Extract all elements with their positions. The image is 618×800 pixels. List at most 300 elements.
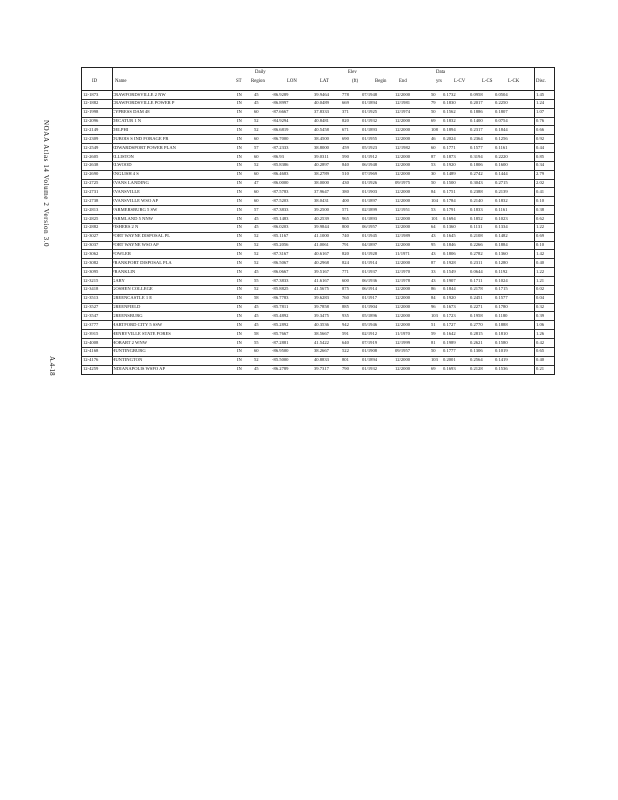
cell-yrs: 50 (431, 348, 436, 354)
cell-end: 12/2000 (395, 171, 411, 177)
cell-region: 58 (254, 330, 259, 336)
cell-id: 12-4259 (83, 366, 99, 372)
cell-begin: 01/1894 (362, 357, 378, 363)
cell-name: CRAWFORDSVILLE 2 NW (112, 91, 166, 97)
table-row (82, 348, 554, 357)
cell-st: IN (237, 206, 242, 212)
cell-end: 12/1981 (395, 100, 411, 106)
cell-id: 12-2149 (83, 126, 99, 132)
cell-lck: 0.1482 (495, 233, 508, 239)
cell-st: IN (237, 135, 242, 141)
cell-name: FRANKFORT DISPOSAL PLA (112, 259, 172, 265)
cell-elev: 510 (342, 171, 349, 177)
cell-end: 12/2000 (395, 118, 411, 124)
cell-lcv: 0.1830 (443, 100, 456, 106)
cell-lon: -85.1167 (272, 233, 289, 239)
cell-region: 45 (254, 91, 259, 97)
cell-lcv: 0.2024 (443, 135, 456, 141)
cell-begin: 01/1955 (362, 135, 378, 141)
cell-id: 12-2825 (83, 215, 99, 221)
cell-lon: -87.3833 (272, 206, 289, 212)
cell-id: 12-4008 (83, 339, 99, 345)
cell-name: GOSHEN COLLEGE (112, 286, 153, 292)
cell-yrs: 53 (431, 206, 436, 212)
cell-end: 12/2000 (395, 188, 411, 194)
cell-lat: 40.3536 (314, 321, 329, 327)
cell-region: 45 (254, 215, 259, 221)
cell-yrs: 81 (431, 339, 436, 345)
cell-lcv: 0.1693 (443, 366, 456, 372)
cell-begin: 01/1893 (362, 126, 378, 132)
cell-end: 12/1978 (395, 277, 411, 283)
cell-region: 45 (254, 366, 259, 372)
cell-lcs: 0.2140 (470, 197, 483, 203)
cell-end: 12/1989 (395, 233, 411, 239)
cell-st: IN (237, 153, 242, 159)
cell-end: 12/2000 (395, 162, 411, 168)
cell-begin: 02/1899 (362, 206, 378, 212)
cell-begin: 05/1946 (362, 321, 378, 327)
cell-id: 12-4168 (83, 348, 99, 354)
table-header (82, 68, 554, 91)
cell-end: 12/1970 (395, 268, 411, 274)
table-row (82, 321, 554, 330)
cell-id: 12-3513 (83, 295, 99, 301)
cell-region: 52 (254, 242, 259, 248)
cell-lcs: 0.2311 (470, 259, 483, 265)
cell-lcv: 0.1723 (443, 312, 456, 318)
cell-st: IN (237, 188, 242, 194)
cell-lon: -85.1483 (272, 215, 289, 221)
header-begin: Begin (375, 79, 387, 84)
cell-begin: 06/1936 (362, 277, 378, 283)
cell-lcs: 0.1886 (470, 109, 483, 115)
cell-lck: 0.1888 (495, 321, 508, 327)
cell-lat: 38.0000 (314, 180, 329, 186)
cell-disc: 0.04 (536, 295, 545, 301)
cell-name: EVANSVILLE (112, 188, 140, 194)
cell-lck: 0.1580 (495, 339, 508, 345)
cell-begin: 01/1932 (362, 366, 378, 372)
cell-st: IN (237, 295, 242, 301)
cell-name: DELPHI (112, 126, 129, 132)
cell-lat: 40.0489 (314, 100, 329, 106)
cell-lon: -86.7000 (272, 135, 289, 141)
cell-id: 12-3547 (83, 312, 99, 318)
cell-end: 12/2000 (395, 357, 411, 363)
cell-lat: 37.8333 (314, 109, 329, 115)
cell-end: 12/1999 (395, 339, 411, 345)
cell-lon: -86.4683 (272, 171, 289, 177)
header-end: End (399, 79, 407, 84)
cell-lck: 0.1780 (495, 304, 508, 310)
cell-lcs: 0.1131 (470, 224, 483, 230)
cell-disc: 2.02 (536, 180, 545, 186)
cell-lon: -86.2789 (272, 366, 289, 372)
cell-end: 12/2000 (395, 224, 411, 230)
cell-disc: 0.66 (536, 126, 545, 132)
cell-lon: -86.6819 (272, 126, 289, 132)
cell-disc: 1.07 (536, 109, 545, 115)
table-row (82, 109, 554, 118)
cell-yrs: 53 (431, 162, 436, 168)
table-row (82, 366, 554, 374)
cell-id: 12-2096 (83, 118, 99, 124)
cell-end: 12/2000 (395, 135, 411, 141)
cell-lck: 0.1536 (495, 366, 508, 372)
cell-begin: 07/1948 (362, 91, 378, 97)
cell-begin: 01/1904 (362, 304, 378, 310)
cell-st: IN (237, 197, 242, 203)
table-row (82, 153, 554, 162)
cell-id: 12-2813 (83, 206, 99, 212)
cell-lcs: 0.2815 (470, 330, 483, 336)
cell-name: ELLISTON (112, 153, 134, 159)
cell-lck: 0.1161 (495, 206, 508, 212)
table-row (82, 295, 554, 304)
table-row (82, 286, 554, 295)
cell-lck: 0.1577 (495, 295, 508, 301)
table-row (82, 215, 554, 224)
cell-name: CYPRESS DAM 48 (112, 109, 150, 115)
cell-yrs: 101 (431, 215, 438, 221)
table-row (82, 162, 554, 171)
cell-region: 55 (254, 339, 259, 345)
cell-disc: 1.24 (536, 100, 545, 106)
cell-elev: 690 (342, 135, 349, 141)
cell-lcs: 0.1711 (470, 277, 483, 283)
cell-st: IN (237, 366, 242, 372)
cell-elev: 400 (342, 197, 349, 203)
cell-lat: 38.0431 (314, 197, 329, 203)
cell-id: 12-3082 (83, 259, 99, 265)
cell-st: IN (237, 144, 242, 150)
cell-lck: 0.1023 (495, 215, 508, 221)
cell-disc: 1.42 (536, 250, 545, 256)
cell-region: 60 (254, 171, 259, 177)
cell-lon: -85.7667 (272, 330, 289, 336)
cell-lcv: 0.1846 (443, 242, 456, 248)
cell-lat: 39.9464 (314, 91, 329, 97)
cell-st: IN (237, 118, 242, 124)
cell-lat: 39.6283 (314, 295, 329, 301)
cell-begin: 05/1896 (362, 312, 378, 318)
cell-lat: 38.2667 (314, 348, 329, 354)
cell-lcs: 0.2178 (470, 286, 483, 292)
cell-st: IN (237, 304, 242, 310)
cell-lcs: 0.2128 (470, 366, 483, 372)
cell-lck: 0.1192 (495, 268, 508, 274)
cell-lat: 38.8000 (314, 144, 329, 150)
cell-id: 12-3027 (83, 233, 99, 239)
cell-end: 12/2000 (395, 153, 411, 159)
cell-region: 60 (254, 348, 259, 354)
cell-id: 12-2738 (83, 197, 99, 203)
cell-elev: 669 (342, 100, 349, 106)
cell-end: 12/1951 (395, 206, 411, 212)
cell-lat: 39.2500 (314, 206, 329, 212)
cell-lck: 0.1807 (495, 109, 508, 115)
cell-elev: 820 (342, 118, 349, 124)
cell-region: 60 (254, 109, 259, 115)
cell-lat: 39.3475 (314, 312, 329, 318)
cell-yrs: 43 (431, 277, 436, 283)
cell-lcv: 0.1894 (443, 126, 456, 132)
cell-lon: -85.7811 (272, 304, 289, 310)
cell-lck: 0.1180 (495, 312, 508, 318)
cell-lcv: 0.1989 (443, 339, 456, 345)
header-id: ID (92, 79, 98, 84)
cell-lat: 39.7317 (314, 366, 329, 372)
cell-region: 52 (254, 259, 259, 265)
cell-id: 12-4176 (83, 357, 99, 363)
cell-lck: 0.1810 (495, 330, 508, 336)
cell-lcv: 0.1727 (443, 321, 456, 327)
cell-lon: -87.3167 (272, 250, 289, 256)
cell-elev: 778 (342, 91, 349, 97)
table-row (82, 357, 554, 366)
cell-elev: 790 (342, 366, 349, 372)
cell-lcv: 0.1500 (443, 180, 456, 186)
cell-lat: 41.5422 (314, 339, 329, 345)
cell-region: 45 (254, 312, 259, 318)
cell-elev: 591 (342, 330, 349, 336)
cell-id: 12-3062 (83, 250, 99, 256)
cell-end: 12/2000 (395, 321, 411, 327)
header-elev: Elev (348, 70, 357, 75)
cell-yrs: 87 (431, 153, 436, 159)
cell-st: IN (237, 180, 242, 186)
cell-yrs: 46 (431, 135, 436, 141)
cell-yrs: 103 (431, 357, 438, 363)
cell-yrs: 96 (431, 304, 436, 310)
cell-lon: -87.5203 (272, 197, 289, 203)
cell-lcv: 0.1907 (443, 277, 456, 283)
table-row (82, 224, 554, 233)
cell-lck: 0.1444 (495, 171, 508, 177)
cell-disc: 1.21 (536, 277, 545, 283)
cell-st: IN (237, 171, 242, 177)
cell-yrs: 87 (431, 259, 436, 265)
cell-id: 12-2605 (83, 153, 99, 159)
cell-lon: -85.8386 (272, 162, 289, 168)
cell-lon: -86.93 (272, 153, 284, 159)
cell-disc: 0.69 (536, 233, 545, 239)
cell-elev: 371 (342, 109, 349, 115)
cell-id: 12-2549 (83, 144, 99, 150)
table-row (82, 277, 554, 286)
cell-elev: 935 (342, 312, 349, 318)
station-table (81, 67, 555, 375)
cell-lck: 0.1419 (495, 357, 508, 363)
cell-lcv: 0.1920 (443, 295, 456, 301)
cell-lcs: 0.2451 (470, 295, 483, 301)
cell-st: IN (237, 250, 242, 256)
cell-lck: 0.1844 (495, 126, 508, 132)
cell-lck: 0.1360 (495, 250, 508, 256)
cell-lat: 40.8833 (314, 357, 329, 363)
cell-id: 12-3915 (83, 330, 99, 336)
cell-end: 12/2000 (395, 215, 411, 221)
cell-region: 45 (254, 224, 259, 230)
cell-id: 12-3215 (83, 277, 99, 283)
cell-yrs: 95 (431, 242, 436, 248)
cell-lat: 40.2539 (314, 215, 329, 221)
cell-region: 52 (254, 162, 259, 168)
cell-st: IN (237, 268, 242, 274)
cell-id: 12-2690 (83, 171, 99, 177)
cell-region: 45 (254, 268, 259, 274)
cell-name: INDIANAPOLIS WSFO AP (112, 366, 166, 372)
cell-lcv: 0.1694 (443, 215, 456, 221)
cell-lat: 41.1000 (314, 233, 329, 239)
cell-elev: 942 (342, 321, 349, 327)
cell-begin: 04/1897 (362, 242, 378, 248)
cell-lat: 40.2968 (314, 259, 329, 265)
cell-lon: -86.7783 (272, 295, 289, 301)
cell-disc: 0.92 (536, 135, 545, 141)
cell-name: ENGLISH 4 S (112, 171, 139, 177)
cell-lat: 39.0311 (314, 153, 329, 159)
cell-name: FRANKLIN (112, 268, 136, 274)
cell-name: GREENCASTLE 1 E (112, 295, 153, 301)
table-row (82, 171, 554, 180)
cell-begin: 01/1897 (362, 197, 378, 203)
cell-disc: 0.21 (536, 366, 545, 372)
cell-st: IN (237, 339, 242, 345)
cell-name: EVANS LANDING (112, 180, 149, 186)
cell-begin: 01/1912 (362, 153, 378, 159)
cell-disc: 0.10 (536, 242, 545, 248)
cell-lcv: 0.1928 (443, 259, 456, 265)
cell-st: IN (237, 162, 242, 168)
cell-begin: 01/1925 (362, 109, 378, 115)
cell-end: 11/1971 (395, 250, 410, 256)
table-row (82, 197, 554, 206)
cell-lck: 0.1256 (495, 135, 508, 141)
cell-disc: 0.44 (536, 144, 545, 150)
cell-name: HUNTINGTON (112, 357, 143, 363)
cell-id: 12-2882 (83, 224, 99, 230)
cell-lck: 0.0754 (495, 118, 508, 124)
cell-yrs: 33 (431, 268, 436, 274)
cell-disc: 1.26 (536, 330, 545, 336)
cell-st: IN (237, 242, 242, 248)
cell-lat: 41.0061 (314, 242, 329, 248)
cell-elev: 380 (342, 188, 349, 194)
cell-lon: -86.5067 (272, 259, 289, 265)
cell-yrs: 84 (431, 295, 436, 301)
cell-lon: -87.2881 (272, 339, 289, 345)
cell-lat: 41.5675 (314, 286, 329, 292)
cell-disc: 1.06 (536, 321, 545, 327)
cell-elev: 760 (342, 295, 349, 301)
cell-st: IN (237, 348, 242, 354)
table-row (82, 312, 554, 321)
cell-st: IN (237, 312, 242, 318)
cell-lat: 40.2897 (314, 162, 329, 168)
cell-elev: 522 (342, 348, 349, 354)
cell-region: 45 (254, 304, 259, 310)
cell-end: 12/2000 (395, 259, 411, 265)
cell-lcv: 0.1832 (443, 118, 456, 124)
cell-region: 52 (254, 118, 259, 124)
cell-elev: 640 (342, 339, 349, 345)
cell-name: ELWOOD (112, 162, 132, 168)
cell-lon: -85.8825 (272, 286, 289, 292)
cell-lat: 39.7858 (314, 304, 329, 310)
cell-st: IN (237, 233, 242, 239)
cell-name: FOWLER (112, 250, 131, 256)
cell-end: 09/1975 (395, 180, 411, 186)
cell-elev: 875 (342, 286, 349, 292)
cell-lcs: 0.1958 (470, 312, 483, 318)
header-lon: LON (287, 79, 297, 84)
header-daily: Daily (255, 70, 266, 75)
cell-end: 12/1982 (395, 144, 411, 150)
cell-yrs: 43 (431, 233, 436, 239)
cell-st: IN (237, 100, 242, 106)
cell-name: CRAWFORDSVILLE POWER P (112, 100, 175, 106)
cell-lcv: 0.1645 (443, 233, 456, 239)
cell-end: 09/1957 (395, 348, 411, 354)
cell-lon: -84.9294 (272, 118, 289, 124)
cell-begin: 01/1893 (362, 215, 378, 221)
cell-st: IN (237, 321, 242, 327)
cell-disc: 1.45 (536, 91, 545, 97)
cell-elev: 571 (342, 206, 349, 212)
cell-lon: -86.0203 (272, 224, 289, 230)
cell-disc: 0.62 (536, 215, 545, 221)
cell-elev: 430 (342, 180, 349, 186)
cell-name: FISHERS 2 N (112, 224, 139, 230)
cell-region: 60 (254, 188, 259, 194)
cell-lat: 40.6167 (314, 250, 329, 256)
header-yrs: yrs (436, 79, 442, 84)
cell-disc: 0.40 (536, 357, 545, 363)
cell-lcs: 0.2770 (470, 321, 483, 327)
cell-name: EDWARDSPORT POWER PLAN (112, 144, 176, 150)
cell-st: IN (237, 126, 242, 132)
cell-begin: 02/1912 (362, 330, 378, 336)
cell-id: 12-1998 (83, 109, 99, 115)
cell-lon: -87.3833 (272, 277, 289, 283)
cell-lcs: 0.2364 (470, 135, 483, 141)
cell-lcs: 0.0644 (470, 268, 483, 274)
cell-lat: 39.9844 (314, 224, 329, 230)
cell-lck: 0.1024 (495, 277, 508, 283)
cell-lck: 0.2715 (495, 180, 508, 186)
cell-end: 12/2000 (395, 197, 411, 203)
cell-end: 12/2000 (395, 366, 411, 372)
cell-region: 58 (254, 295, 259, 301)
cell-id: 12-3527 (83, 304, 99, 310)
cell-name: FORT WAYNE DISPOSAL PL (112, 233, 171, 239)
cell-begin: 06/1957 (362, 224, 378, 230)
cell-id: 12-1873 (83, 91, 99, 97)
cell-name: DUBOIS S IND FORAGE FR (112, 135, 169, 141)
cell-disc: 0.38 (536, 206, 545, 212)
cell-region: 60 (254, 197, 259, 203)
table-row (82, 118, 554, 127)
cell-disc: 1.22 (536, 268, 545, 274)
cell-lcs: 0.1833 (470, 206, 483, 212)
cell-name: FORT WAYNE WSO AP (112, 242, 159, 248)
cell-region: 57 (254, 206, 259, 212)
cell-lcs: 0.1306 (470, 348, 483, 354)
cell-end: 11/1970 (395, 330, 410, 336)
header-lcv: L-CV (454, 79, 466, 84)
